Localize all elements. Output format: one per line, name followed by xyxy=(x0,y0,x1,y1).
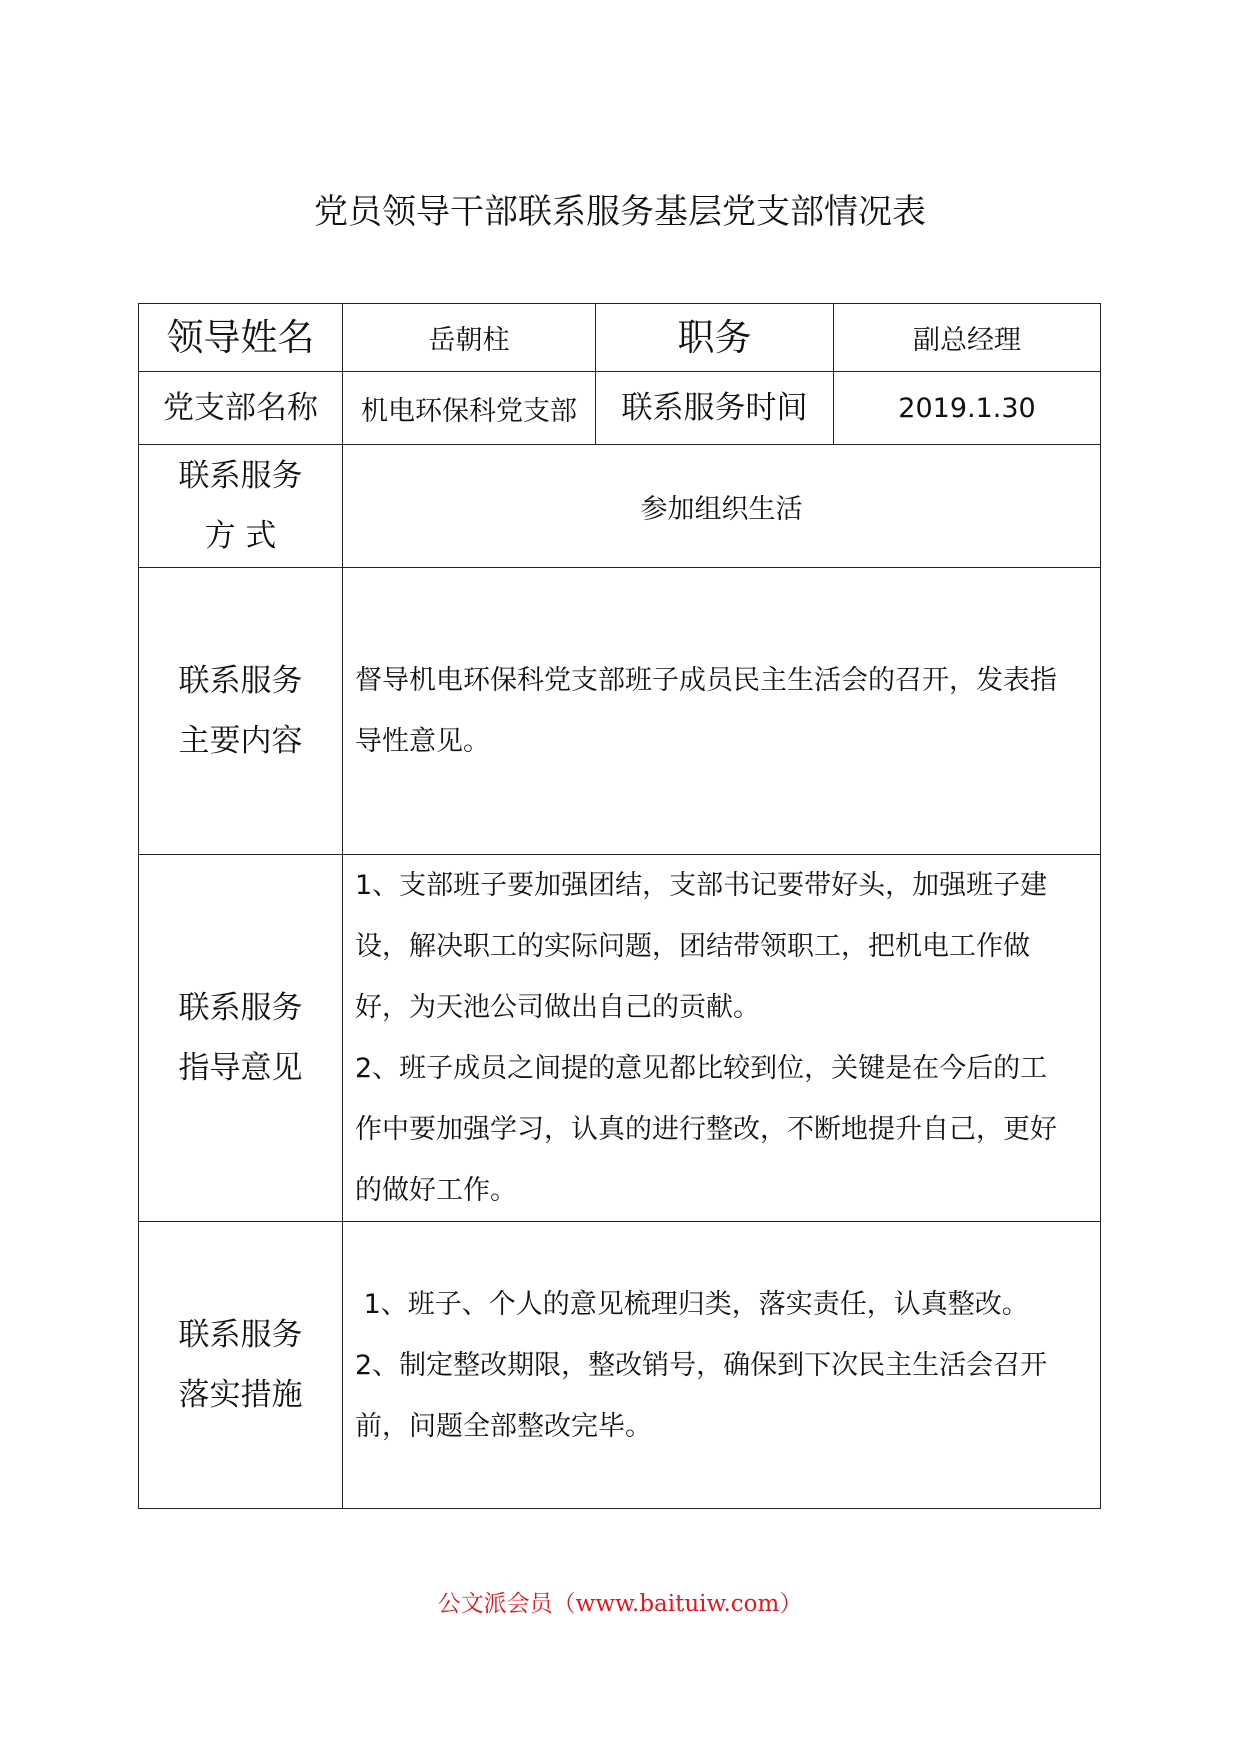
label-line: 指导意见 xyxy=(178,1050,303,1086)
footer-watermark: 公文派会员（www.baituiw.com） xyxy=(437,1591,803,1617)
label-line: 联系服务 xyxy=(178,458,303,494)
table-row xyxy=(139,372,1101,445)
service-content-value xyxy=(343,568,1101,855)
label-line: 落实措施 xyxy=(178,1377,303,1413)
service-method-label xyxy=(139,445,343,568)
branch-name-value: 机电环保科党支部 xyxy=(343,372,596,445)
text-line: 2、班子成员之间提的意见都比较到位，关键是在今后的工 xyxy=(355,1053,1048,1084)
service-measures-label xyxy=(139,1222,343,1509)
text-line: 好，为天池公司做出自己的贡献。 xyxy=(355,992,760,1023)
service-time-label: 联系服务时间 xyxy=(596,372,834,445)
table-row xyxy=(139,304,1101,372)
document-title: 党员领导干部联系服务基层党支部情况表 xyxy=(314,192,926,232)
text-line: 督导机电环保科党支部班子成员民主生活会的召开，发表指 xyxy=(355,665,1057,696)
position-label: 职务 xyxy=(596,304,834,372)
service-guidance-label xyxy=(139,855,343,1222)
label-line: 联系服务 xyxy=(178,1317,303,1353)
label-line: 主要内容 xyxy=(178,723,303,759)
text-line: 导性意见。 xyxy=(355,726,490,757)
text-line: 设，解决职工的实际问题，团结带领职工，把机电工作做 xyxy=(355,931,1030,962)
service-time-value: 2019.1.30 xyxy=(834,372,1101,445)
label-line: 方 式 xyxy=(204,518,277,554)
leader-name-value: 岳朝柱 xyxy=(343,304,596,372)
service-content-label xyxy=(139,568,343,855)
text-line: 1、支部班子要加强团结，支部书记要带好头，加强班子建 xyxy=(355,870,1048,901)
table-row xyxy=(139,568,1101,855)
service-method-value: 参加组织生活 xyxy=(343,445,1101,568)
branch-name-label: 党支部名称 xyxy=(139,372,343,445)
text-line: 前，问题全部整改完毕。 xyxy=(355,1410,652,1442)
position-value: 副总经理 xyxy=(834,304,1101,372)
info-table xyxy=(138,303,1101,1509)
table-row xyxy=(139,445,1101,568)
label-line: 联系服务 xyxy=(178,990,303,1026)
text-line: 1、班子、个人的意见梳理归类，落实责任，认真整改。 xyxy=(355,1288,1029,1320)
text-line: 的做好工作。 xyxy=(355,1175,517,1206)
text-line: 作中要加强学习，认真的进行整改，不断地提升自己，更好 xyxy=(355,1114,1057,1145)
text-line: 2、制定整改期限，整改销号，确保到下次民主生活会召开 xyxy=(355,1349,1048,1381)
leader-name-label: 领导姓名 xyxy=(139,304,343,372)
table-row xyxy=(139,855,1101,1222)
label-line: 联系服务 xyxy=(178,663,303,699)
table-row xyxy=(139,1222,1101,1509)
service-guidance-value xyxy=(343,855,1101,1222)
service-measures-value xyxy=(343,1222,1101,1509)
